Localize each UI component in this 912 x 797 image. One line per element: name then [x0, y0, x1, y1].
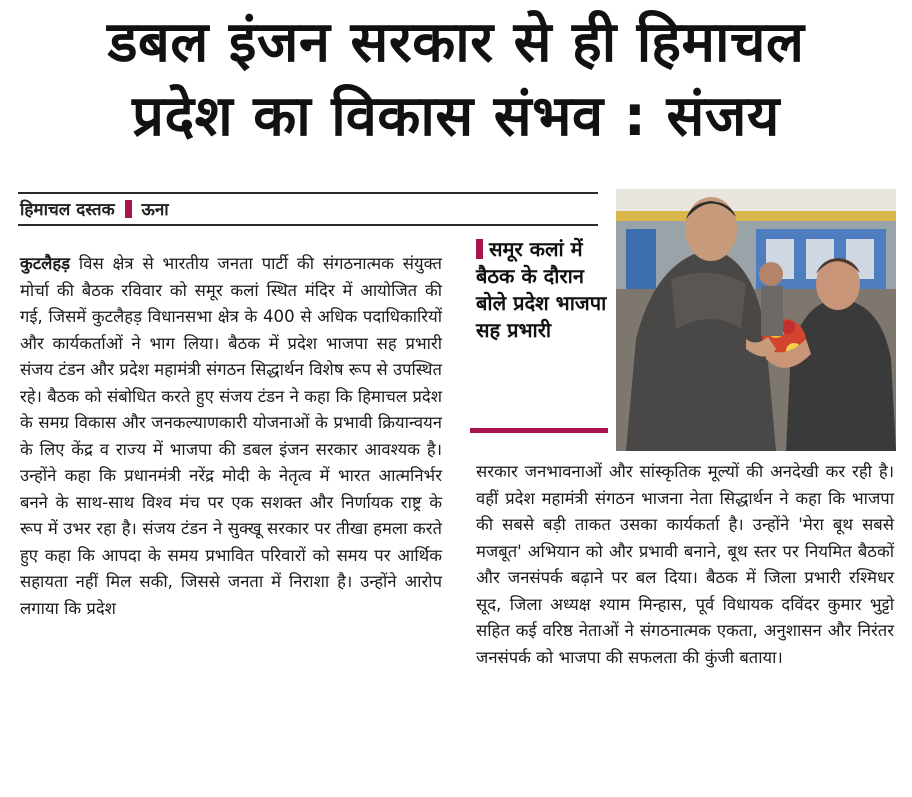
article-lead: कुटलैहड़ [20, 254, 71, 273]
news-photo [616, 189, 896, 451]
article-column-right [476, 459, 894, 671]
headline-line-2: प्रदेश का विकास संभव : संजय [132, 84, 780, 149]
dateline-place: ऊना [141, 200, 169, 220]
pull-quote-text: समूर कलां में बैठक के दौरान बोले प्रदेश भाजपा सह प्रभारी [476, 237, 607, 342]
dateline [20, 197, 169, 220]
dateline-top-rule [18, 192, 598, 194]
article-column-left [20, 251, 442, 622]
article-left-body: विस क्षेत्र से भारतीय जनता पार्टी की संगठनात्मक संयुक्त मोर्चा की बैठक रविवार को समूर कलां स्थित मंदिर में आयोजित की गई, जिसमें कुटलैहड़ विधानसभा क्षेत्र के 400 से अधिक पदाधिकारियों और कार्यकर्ताओं ने भाग लिया। बैठक में प्रदेश भाजपा सह प्रभारी संजय टंडन और प्रदेश महामंत्री संगठन सिद्धार्थन विशेष रूप से उपस्थित रहे। बैठक को संबोधित करते हुए संजय टंडन ने कहा कि हिमाचल प्रदेश के समग्र विकास और जनकल्याणकारी योजनाओं के प्रभावी क्रियान्वयन के लिए केंद्र व राज्य में भाजपा की डबल इंजन सरकार आवश्यक है। उन्होंने कहा कि प्रधानमंत्री नरेंद्र मोदी के नेतृत्व में भारत आत्मनिर्भर बनने के साथ-साथ विश्व मंच पर एक सशक्त और निर्णायक राष्ट्र के रूप में उभर रहा है। संजय टंडन ने सुक्खू सरकार पर तीखा हमला करते हुए कहा कि आपदा के समय प्रभावित परिवारों को समय पर आर्थिक सहायता नहीं मिल सकी, जिससे जनता में निराशा है। उन्होंने आरोप लगाया कि प्रदेश [20, 254, 442, 618]
dateline-source: हिमाचल दस्तक [20, 200, 115, 220]
dateline-bottom-rule [18, 224, 598, 226]
headline [0, 6, 912, 154]
pull-quote-rule [470, 428, 608, 433]
pull-quote [476, 236, 616, 344]
pull-quote-marker [476, 239, 483, 259]
headline-line-1: डबल इंजन सरकार से ही हिमाचल [107, 10, 805, 75]
dateline-separator [125, 200, 132, 218]
article-right-body: सरकार जनभावनाओं और सांस्कृतिक मूल्यों की अनदेखी कर रही है। वहीं प्रदेश महामंत्री संगठन भाजना नेता सिद्धार्थन ने कहा कि भाजपा की सबसे बड़ी ताकत उसका कार्यकर्ता है। उन्होंने 'मेरा बूथ सबसे मजबूत' अभियान को और प्रभावी बनाने, बूथ स्तर पर नियमित बैठकों और जनसंपर्क बढ़ाने पर बल दिया। बैठक में जिला प्रभारी रश्मिधर सूद, जिला अध्यक्ष श्याम मिन्हास, पूर्व विधायक दविंदर कुमार भुट्टो सहित कई वरिष्ठ नेताओं ने संगठनात्मक एकता, अनुशासन और निरंतर जनसंपर्क को भाजपा की सफलता की कुंजी बताया। [476, 462, 894, 667]
news-photo-image [616, 189, 896, 451]
